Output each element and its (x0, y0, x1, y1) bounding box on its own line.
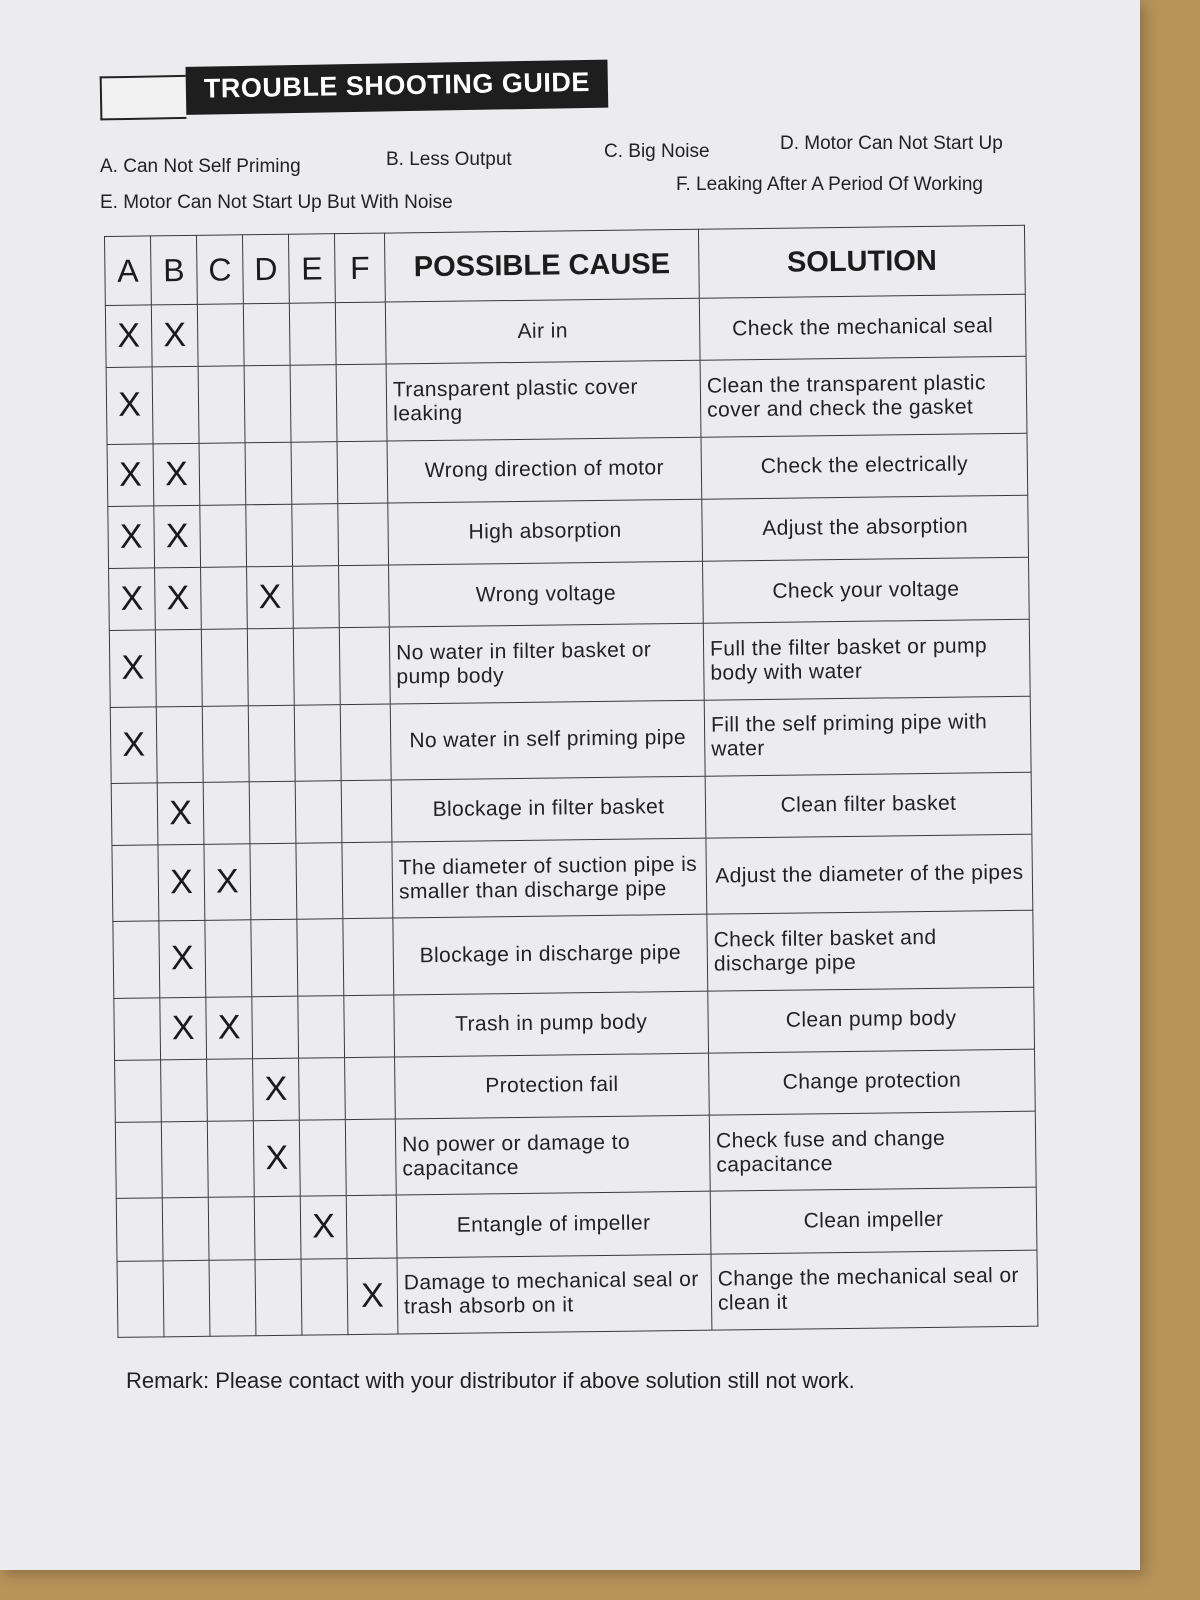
mark-cell-c (197, 304, 244, 367)
solution-cell (709, 1049, 1036, 1115)
table-body (105, 294, 1038, 1337)
mark-cell-b: X (159, 921, 206, 998)
mark-cell-d (245, 442, 292, 505)
mark-cell-e (292, 503, 339, 566)
mark-cell-b (163, 1260, 210, 1337)
table-row (112, 834, 1033, 921)
legend-a: A. Can Not Self Priming (100, 156, 301, 177)
mark-cell-a: X (107, 443, 154, 506)
mark-cell-d (251, 920, 298, 997)
solution-cell (707, 911, 1034, 991)
mark-cell-e (290, 365, 337, 442)
mark-cell-f (337, 441, 388, 504)
mark-cell-b: X (157, 782, 204, 845)
solution-text: Clean filter basket (780, 792, 957, 818)
solution-text: Adjust the diameter of the pipes (715, 860, 1024, 888)
table-row (107, 433, 1028, 506)
solution-cell (703, 619, 1030, 699)
mark-cell-f (343, 918, 394, 995)
cause-text: Protection fail (485, 1073, 619, 1098)
mark-cell-c (200, 505, 247, 568)
mark-cell-f (339, 565, 390, 628)
mark-cell-a: X (110, 706, 157, 783)
solution-cell (701, 433, 1028, 499)
mark-cell-f (339, 627, 390, 704)
cause-cell (394, 991, 709, 1057)
mark-cell-d (249, 781, 296, 844)
legend-d: D. Motor Can Not Start Up (780, 133, 1003, 154)
solution-cell (709, 1111, 1036, 1191)
mark-cell-c (209, 1259, 256, 1336)
mark-cell-c (199, 442, 246, 505)
cause-cell (389, 623, 704, 703)
mark-cell-e (298, 995, 345, 1058)
mark-cell-f (345, 1057, 396, 1120)
column-header-e: E (288, 234, 335, 304)
mark-cell-b (152, 367, 199, 444)
cause-cell (396, 1192, 711, 1258)
mark-cell-d (252, 996, 299, 1059)
solution-header: SOLUTION (698, 225, 1025, 298)
mark-cell-b (161, 1059, 208, 1122)
solution-cell (699, 294, 1026, 360)
cause-cell (388, 499, 703, 565)
mark-cell-d (247, 628, 294, 705)
mark-cell-b: X (155, 567, 202, 630)
cause-text: Trash in pump body (455, 1010, 648, 1036)
mark-cell-e (294, 704, 341, 781)
column-header-b: B (151, 235, 198, 305)
page-title: TROUBLE SHOOTING GUIDE (186, 60, 609, 115)
mark-cell-f (338, 503, 389, 566)
cause-text: Air in (517, 318, 568, 343)
mark-cell-c: X (204, 844, 251, 921)
mark-cell-c (201, 629, 248, 706)
mark-cell-e (299, 1120, 346, 1197)
cause-cell (391, 776, 706, 842)
cause-text: Damage to mechanical seal or trash absorb on it (403, 1268, 699, 1319)
mark-cell-e (291, 441, 338, 504)
cause-text: The diameter of suction pipe is smaller than discharge pipe (398, 852, 698, 904)
mark-cell-d (248, 705, 295, 782)
cause-cell (397, 1254, 712, 1334)
mark-cell-d (255, 1259, 302, 1336)
solution-text: Change protection (782, 1069, 962, 1095)
mark-cell-a (114, 997, 161, 1060)
mark-cell-c: X (206, 996, 253, 1059)
solution-cell (710, 1188, 1037, 1254)
solution-cell (704, 696, 1031, 776)
mark-cell-b (155, 630, 202, 707)
mark-cell-c (202, 705, 249, 782)
legend-b: B. Less Output (386, 149, 512, 170)
mark-cell-e: X (300, 1196, 347, 1259)
solution-text: Change the mechanical seal or clean it (717, 1264, 1020, 1315)
mark-cell-e (299, 1057, 346, 1120)
solution-cell (700, 356, 1027, 436)
mark-cell-f (336, 364, 387, 441)
mark-cell-c (201, 567, 248, 630)
cause-cell (387, 437, 702, 503)
mark-cell-b (162, 1198, 209, 1261)
cause-text: High absorption (468, 519, 622, 544)
mark-cell-f (346, 1195, 397, 1258)
cause-text: No power or damage to capacitance (401, 1130, 631, 1181)
cause-text: No water in self priming pipe (409, 726, 687, 753)
mark-cell-e (293, 628, 340, 705)
title-blank-box (100, 75, 187, 120)
table-header-row (105, 225, 1026, 305)
mark-cell-a (112, 845, 159, 922)
mark-cell-f (341, 780, 392, 843)
cause-cell (385, 298, 700, 364)
cause-text: Entangle of impeller (456, 1211, 651, 1237)
mark-cell-b: X (151, 304, 198, 367)
mark-cell-a: X (106, 367, 153, 444)
solution-text: Full the filter basket or pump body with water (709, 634, 988, 685)
mark-cell-f (340, 704, 391, 781)
column-header-f: F (334, 233, 385, 303)
table-row (108, 495, 1029, 568)
mark-cell-a (115, 1122, 162, 1199)
solution-text: Adjust the absorption (762, 514, 969, 541)
table-row (115, 1111, 1036, 1198)
mark-cell-f (344, 995, 395, 1058)
mark-cell-b (161, 1121, 208, 1198)
mark-cell-d (250, 843, 297, 920)
table-row (116, 1188, 1037, 1261)
solution-text: Check fuse and change capacitance (715, 1126, 946, 1177)
column-header-a: A (105, 236, 152, 306)
legend-f: F. Leaking After A Period Of Working (676, 174, 983, 195)
cause-text: Blockage in filter basket (432, 795, 665, 822)
cause-cell (389, 561, 704, 627)
solution-text: Check the electrically (760, 452, 969, 479)
mark-cell-b: X (158, 844, 205, 921)
mark-cell-c (203, 782, 250, 845)
cause-text: Wrong direction of motor (424, 456, 665, 483)
mark-cell-d (254, 1197, 301, 1260)
mark-cell-d (246, 504, 293, 567)
mark-cell-a: X (108, 506, 155, 569)
cause-cell (386, 360, 701, 440)
cause-cell (395, 1053, 710, 1119)
mark-cell-e (295, 780, 342, 843)
solution-text: Clean pump body (785, 1006, 957, 1032)
mark-cell-a: X (109, 568, 156, 631)
legend-c: C. Big Noise (604, 141, 710, 162)
remark-text: Remark: Please contact with your distributor if above solution still not work. (126, 1368, 855, 1393)
mark-cell-b: X (154, 505, 201, 568)
mark-cell-a (117, 1260, 164, 1337)
solution-text: Clean the transparent plastic cover and check the gasket (706, 371, 986, 422)
table-row (106, 356, 1027, 443)
table-row (109, 557, 1030, 630)
cause-cell (393, 914, 708, 994)
mark-cell-d: X (253, 1120, 300, 1197)
mark-cell-f: X (347, 1258, 398, 1335)
table-row (109, 619, 1030, 706)
table-row (117, 1250, 1038, 1338)
solution-cell (711, 1250, 1038, 1330)
mark-cell-c (198, 366, 245, 443)
table-row (115, 1049, 1036, 1122)
solution-cell (706, 834, 1033, 914)
solution-cell (702, 495, 1029, 561)
mark-cell-d (243, 303, 290, 366)
title-block (100, 68, 609, 121)
solution-text: Fill the self priming pipe with water (710, 710, 988, 761)
mark-cell-a (111, 783, 158, 846)
mark-cell-f (335, 302, 386, 365)
mark-cell-c (205, 920, 252, 997)
mark-cell-d: X (253, 1058, 300, 1121)
mark-cell-e (297, 919, 344, 996)
mark-cell-a (116, 1198, 163, 1261)
cause-cell (392, 838, 707, 918)
mark-cell-a: X (109, 630, 156, 707)
mark-cell-f (342, 842, 393, 919)
mark-cell-e (293, 566, 340, 629)
legend-e: E. Motor Can Not Start Up But With Noise (100, 192, 453, 213)
mark-cell-c (208, 1197, 255, 1260)
mark-cell-a (115, 1060, 162, 1123)
solution-text: Check filter basket and discharge pipe (713, 925, 937, 976)
mark-cell-e (296, 843, 343, 920)
solution-cell (703, 557, 1030, 623)
mark-cell-d (244, 365, 291, 442)
mark-cell-a (113, 921, 160, 998)
cause-cell (390, 700, 705, 780)
solution-text: Check your voltage (772, 577, 960, 603)
solution-cell (708, 987, 1035, 1053)
table-row (114, 987, 1035, 1060)
table-row (113, 911, 1034, 998)
mark-cell-d: X (247, 566, 294, 629)
solution-text: Check the mechanical seal (732, 313, 994, 340)
mark-cell-b (156, 706, 203, 783)
cause-cell (395, 1115, 710, 1195)
column-header-d: D (242, 234, 289, 304)
cause-text: Wrong voltage (475, 581, 617, 607)
mark-cell-c (207, 1121, 254, 1198)
mark-cell-a: X (105, 305, 152, 368)
cause-text: No water in filter basket or pump body (395, 638, 652, 689)
mark-cell-e (301, 1258, 348, 1335)
solution-text: Clean impeller (803, 1207, 944, 1233)
table-row (105, 294, 1026, 367)
solution-cell (705, 772, 1032, 838)
cause-text: Blockage in discharge pipe (419, 940, 682, 968)
cause-header: POSSIBLE CAUSE (384, 229, 699, 302)
cause-text: Transparent plastic cover leaking (392, 375, 639, 426)
mark-cell-e (289, 303, 336, 366)
table-row (111, 772, 1032, 845)
mark-cell-c (207, 1059, 254, 1122)
table-row (110, 696, 1031, 783)
mark-cell-f (345, 1119, 396, 1196)
mark-cell-b: X (153, 443, 200, 506)
column-header-c: C (196, 235, 243, 305)
mark-cell-b: X (160, 997, 207, 1060)
troubleshooting-table (104, 225, 1038, 1338)
